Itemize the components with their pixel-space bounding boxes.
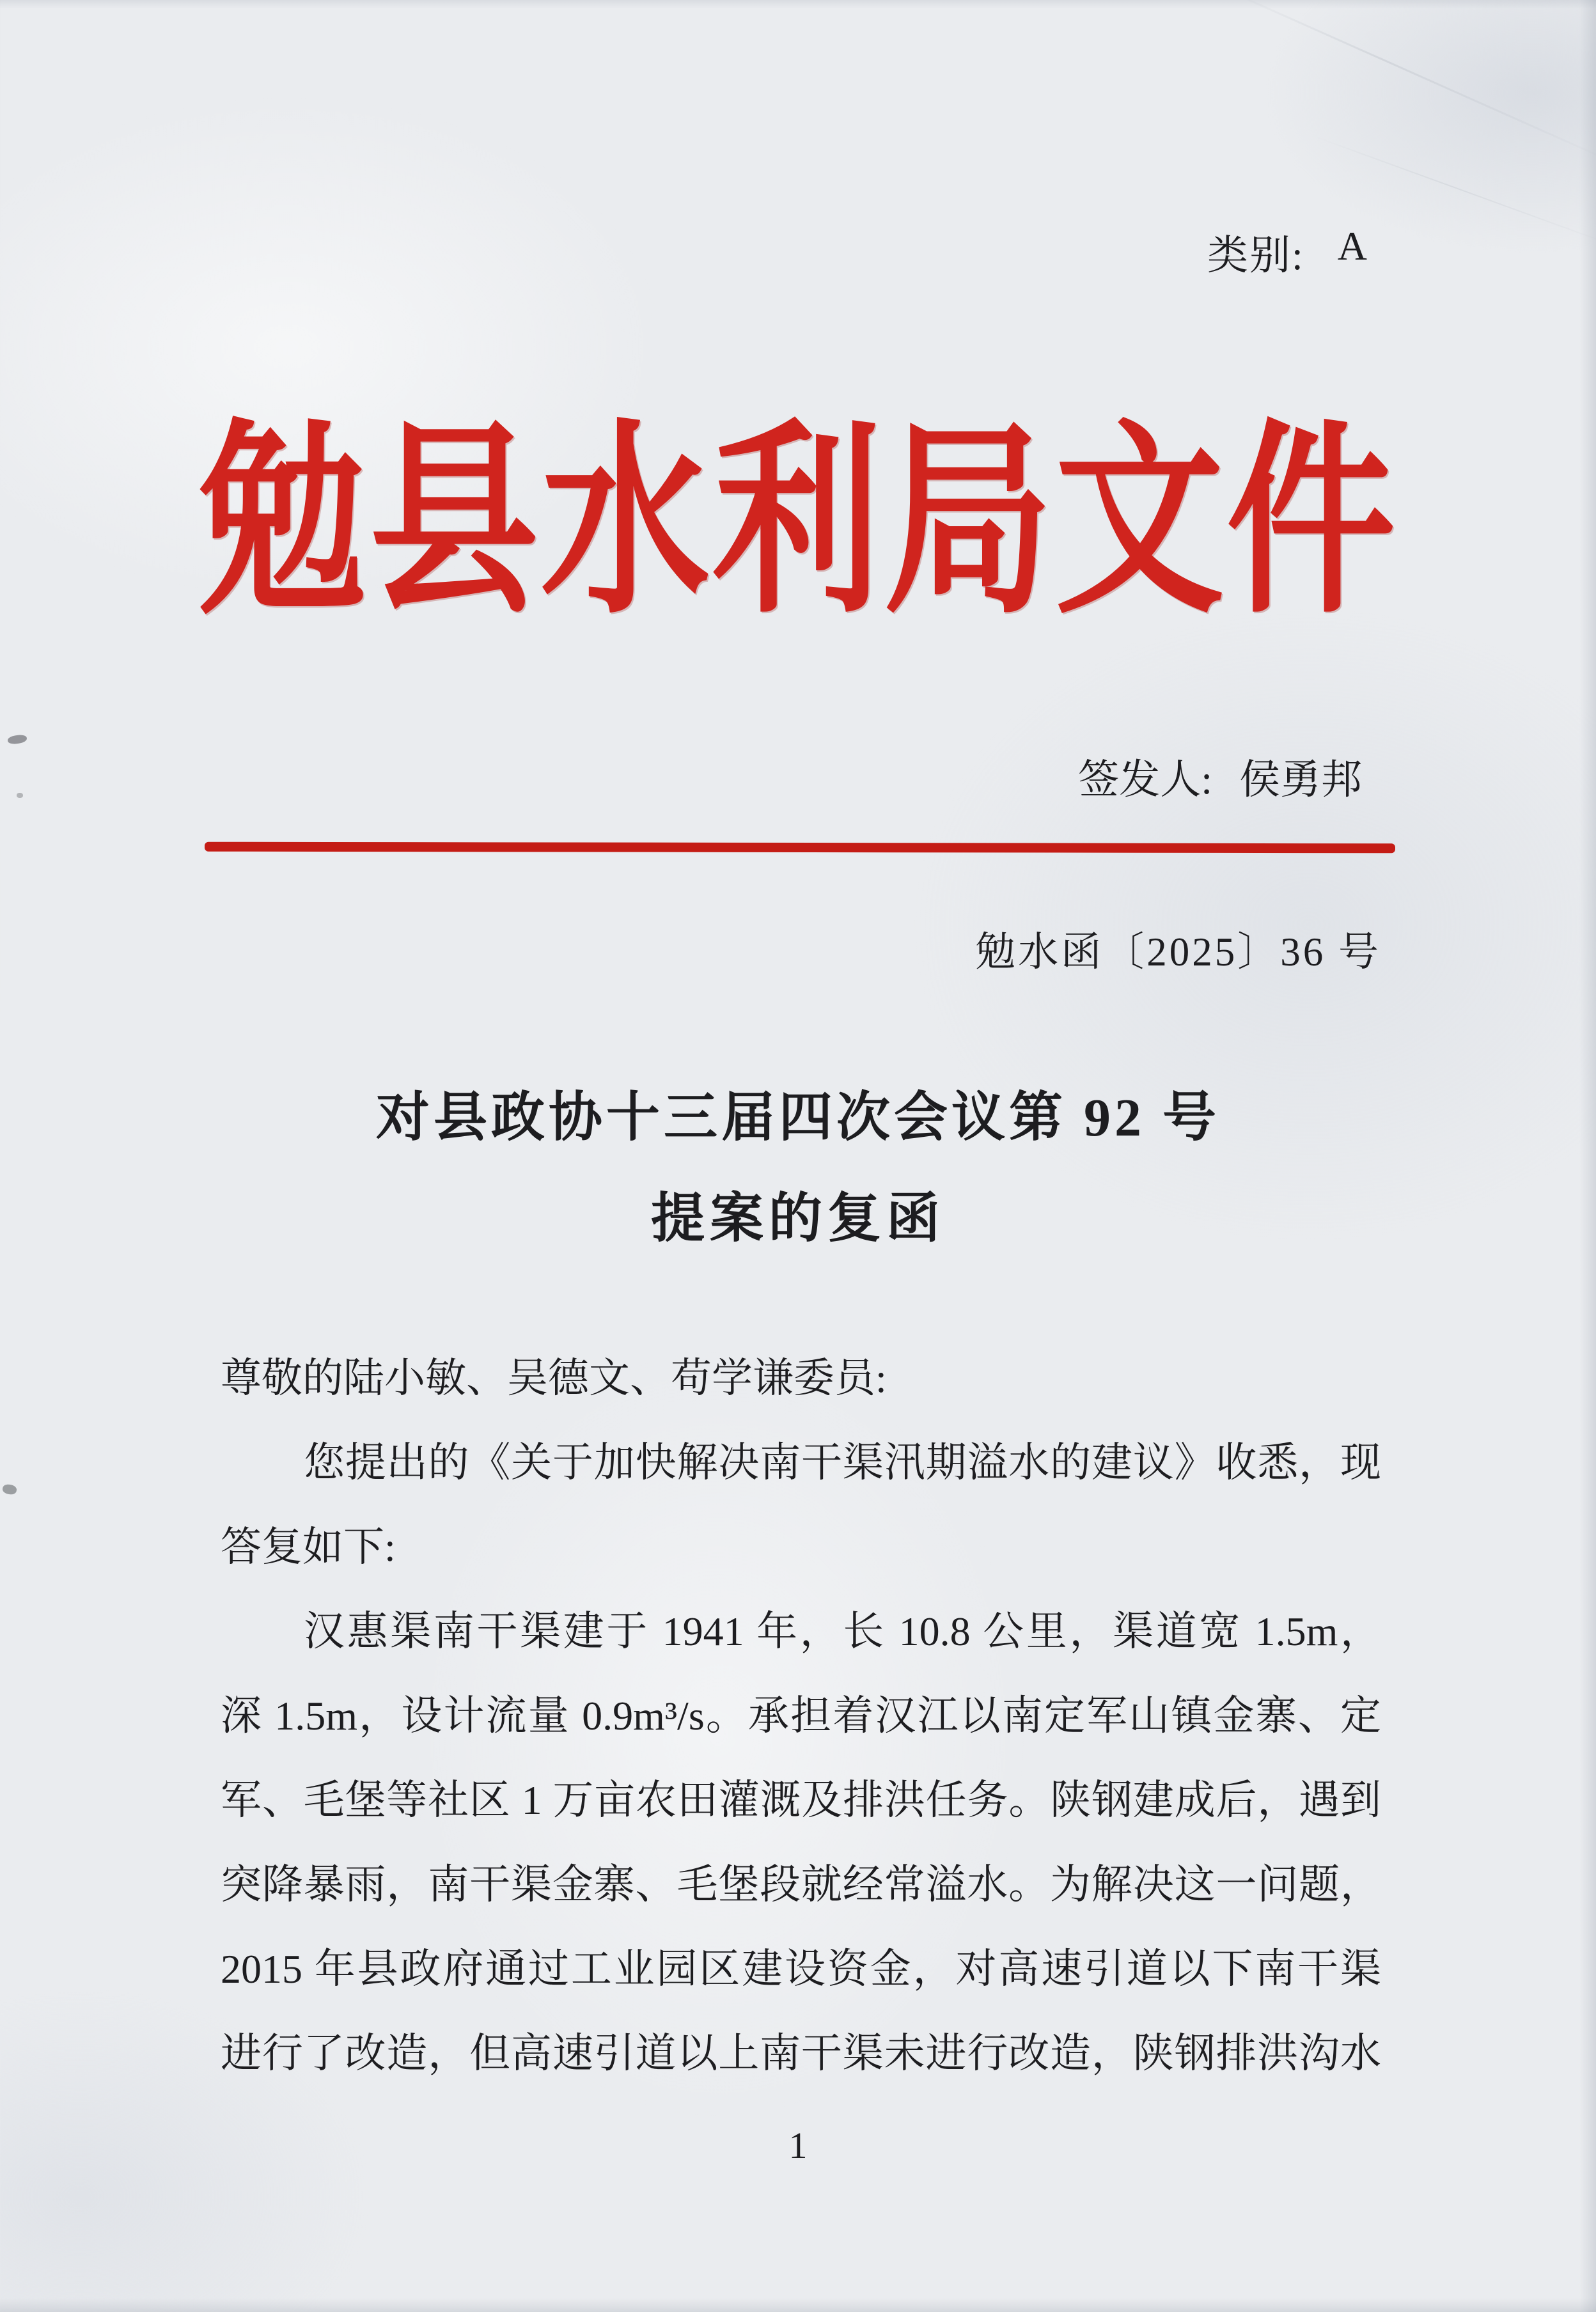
doc-title-line2: 提案的复函 xyxy=(650,1189,945,1249)
body-line-para2-5: 2015 年县政府通过工业园区建设资金，对高速引道以下南干渠 xyxy=(221,1946,1381,1992)
doc-number: 勉水函〔2025〕36 号 xyxy=(975,930,1381,974)
category-value: A xyxy=(1337,223,1368,269)
issuer-row xyxy=(221,747,1381,806)
body-line-para2-4: 突降暴雨，南干渠金寨、毛堡段就经常溢水。为解决这一问题， xyxy=(221,1862,1381,1907)
body-line-para1-2: 答复如下: xyxy=(221,1524,396,1570)
category-row xyxy=(1207,223,1368,281)
body-line-para2-2: 深 1.5m，设计流量 0.9m³/s。承担着汉江以南定军山镇金寨、定 xyxy=(221,1693,1381,1738)
paper-edge-shadow-bottom xyxy=(0,2298,1596,2312)
masthead-title: 勉县水利局文件 xyxy=(198,410,1398,638)
category-label: 类别: xyxy=(1207,233,1304,278)
paper-crease-line xyxy=(1219,0,1596,169)
paper-edge-shadow-top xyxy=(0,0,1596,9)
body-line-para1-1: 您提出的《关于加快解决南干渠汛期溢水的建议》收悉，现 xyxy=(304,1440,1381,1485)
red-separator-line xyxy=(205,842,1395,854)
salutation: 尊敬的陆小敏、吴德文、苟学谦委员: xyxy=(221,1355,887,1401)
body-line-para2-1: 汉惠渠南干渠建于 1941 年，长 10.8 公里，渠道宽 1.5m， xyxy=(304,1609,1381,1654)
issuer-label: 签发人: xyxy=(1078,757,1212,802)
paper-edge-shadow-right xyxy=(1579,0,1596,2312)
staple-mark xyxy=(7,734,27,745)
staple-mark xyxy=(2,1483,17,1496)
paper-speck xyxy=(17,793,23,798)
body-text xyxy=(221,1336,1381,2096)
body-line-para2-3: 军、毛堡等社区 1 万亩农田灌溉及排洪任务。陕钢建成后，遇到 xyxy=(221,1777,1381,1823)
body-line-para2-6: 进行了改造，但高速引道以上南干渠未进行改造，陕钢排洪沟水 xyxy=(221,2031,1381,2076)
page-number: 1 xyxy=(788,2125,808,2166)
issuer-name: 侯勇邦 xyxy=(1239,757,1362,802)
doc-title-line1: 对县政协十三届四次会议第 92 号 xyxy=(375,1088,1220,1148)
